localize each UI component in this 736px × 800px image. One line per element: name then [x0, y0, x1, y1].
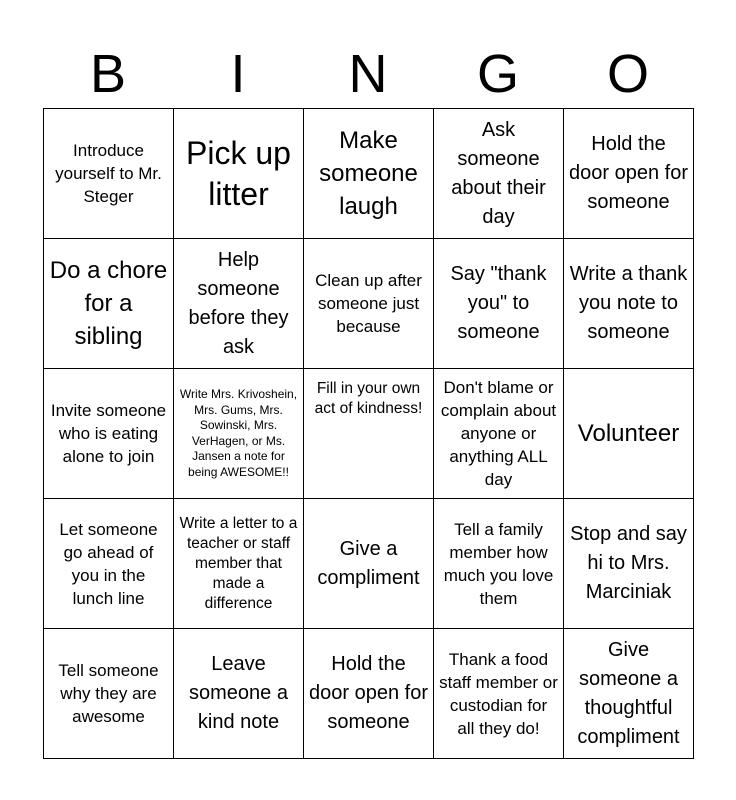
cell-text: Don't blame or complain about anyone or anything ALL day [440, 378, 557, 489]
cell-text: Let someone go ahead of you in the lunch line [59, 519, 158, 608]
bingo-cell-r2c4[interactable] [434, 239, 564, 369]
cell-text: Say "thank you" to someone [450, 263, 547, 343]
header-letter-b: B [89, 44, 127, 104]
bingo-cell-r5c4[interactable] [434, 629, 564, 759]
cell-text: Help someone before they ask [188, 248, 289, 358]
bingo-cell-r4c1[interactable] [44, 499, 174, 629]
bingo-cell-r3c2[interactable] [174, 369, 304, 499]
bingo-cell-r1c4[interactable] [434, 109, 564, 239]
cell-text: Volunteer [577, 420, 680, 447]
bingo-cell-r2c2[interactable] [174, 239, 304, 369]
bingo-header [43, 40, 693, 108]
bingo-cell-r5c5[interactable] [564, 629, 694, 759]
bingo-cell-r2c1[interactable] [44, 239, 174, 369]
cell-text: Ask someone about their day [451, 118, 546, 228]
bingo-cell-r1c5[interactable] [564, 109, 694, 239]
cell-text: Clean up after someone just because [315, 271, 422, 336]
cell-text: Write a thank you note to someone [569, 263, 688, 343]
header-letter-g: G [476, 44, 519, 104]
bingo-cell-r3c4[interactable] [434, 369, 564, 499]
header-letter-o: O [606, 44, 649, 104]
cell-text: Hold the door open for someone [569, 133, 688, 213]
bingo-cell-r1c1[interactable] [44, 109, 174, 239]
bingo-cell-r4c2[interactable] [174, 499, 304, 629]
cell-text: Make someone laugh [319, 127, 418, 220]
bingo-cell-r3c1[interactable] [44, 369, 174, 499]
bingo-cell-r4c4[interactable] [434, 499, 564, 629]
cell-text: Stop and say hi to Mrs. Marciniak [570, 523, 687, 603]
bingo-cell-r4c3[interactable] [304, 499, 434, 629]
bingo-cell-r5c3[interactable] [304, 629, 434, 759]
cell-text: Give a compliment [317, 537, 420, 589]
cell-text: Give someone a thoughtful compliment [577, 638, 680, 748]
cell-text: Invite someone who is eating alone to join [50, 401, 167, 466]
bingo-cell-r1c3[interactable] [304, 109, 434, 239]
cell-text: Tell someone why they are awesome [58, 661, 159, 726]
bingo-grid [43, 108, 694, 759]
cell-text: Leave someone a kind note [189, 653, 288, 733]
bingo-cell-r2c3[interactable] [304, 239, 434, 369]
cell-text: Introduce yourself to Mr. Steger [55, 141, 162, 206]
cell-text: Do a chore for a sibling [49, 257, 168, 350]
header-letter-i: I [230, 44, 246, 104]
bingo-cell-r5c1[interactable] [44, 629, 174, 759]
bingo-cell-r5c2[interactable] [174, 629, 304, 759]
cell-text: Tell a family member how much you love them [443, 519, 554, 608]
bingo-cell-r1c2[interactable] [174, 109, 304, 239]
cell-text: Write Mrs. Krivoshein, Mrs. Gums, Mrs. Sowinski, Mrs. VerHagen, or Ms. Jansen a note for being AWESOME!! [179, 387, 298, 479]
bingo-cell-r3c5[interactable] [564, 369, 694, 499]
cell-text: Thank a food staff member or custodian for all they do! [439, 649, 558, 738]
bingo-cell-r4c5[interactable] [564, 499, 694, 629]
cell-text: Pick up litter [186, 134, 291, 212]
header-letter-n: N [348, 44, 388, 104]
cell-text: Fill in your own act of kindness! [314, 380, 423, 417]
cell-text: Hold the door open for someone [309, 653, 428, 733]
cell-text: Write a letter to a teacher or staff member that made a difference [179, 514, 298, 612]
bingo-cell-r3c3-free[interactable] [304, 369, 434, 499]
bingo-cell-r2c5[interactable] [564, 239, 694, 369]
